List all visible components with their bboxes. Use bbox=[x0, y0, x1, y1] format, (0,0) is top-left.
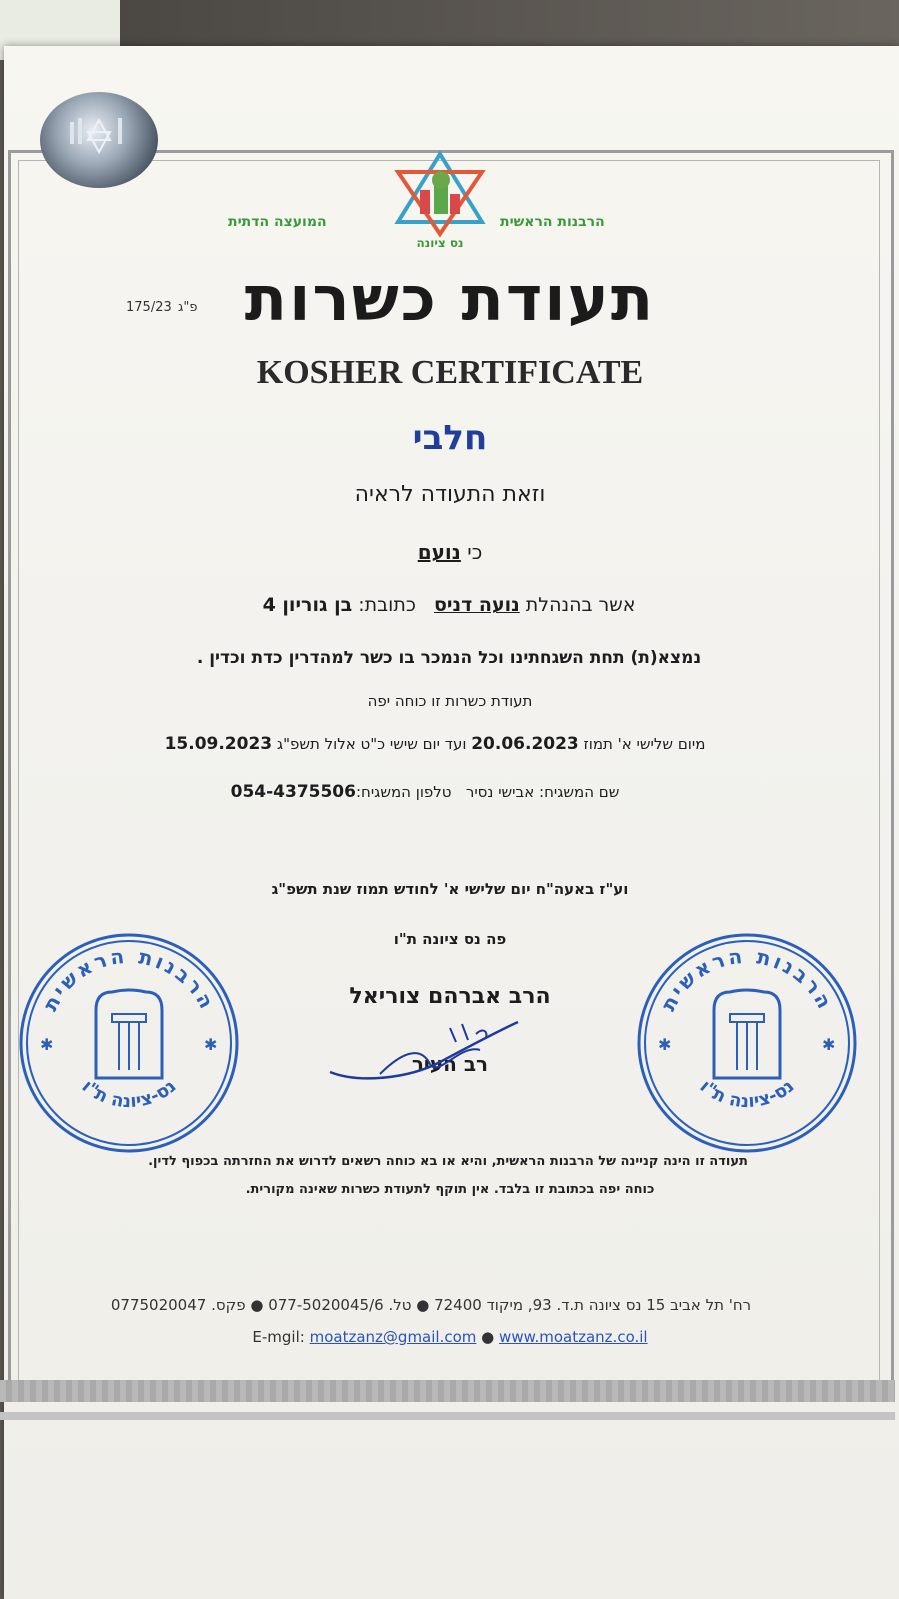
manager-prefix: אשר בהנהלת bbox=[525, 594, 636, 616]
org-council: המועצה הדתית bbox=[228, 214, 327, 230]
rabbinate-logo-icon bbox=[380, 150, 500, 240]
svg-text:נס-ציונה ת"ו bbox=[78, 1076, 181, 1112]
footer-address: רח' תל אביב 15 נס ציונה ת.ד. 93, מיקוד 72400 ● טל. 077-5020045/6 ● פקס. 0775020047 bbox=[110, 1296, 752, 1314]
email-label: E-mgil: bbox=[252, 1328, 305, 1346]
business-prefix: כי bbox=[467, 540, 483, 564]
manager-name: נועה דניס bbox=[434, 594, 520, 616]
rabbinate-stamp-left bbox=[14, 928, 244, 1158]
signed-place-line: פה נס ציונה ת"ו bbox=[393, 930, 507, 948]
signed-date-line: וע"ז באעה"ח יום שלישי א' לחודש תמוז שנת תשפ"ג bbox=[271, 880, 629, 898]
kashrut-type: חלבי bbox=[412, 418, 488, 458]
org-rabbinate: הרבנות הראשית bbox=[500, 214, 605, 230]
svg-text:נס-ציונה ת"ו bbox=[696, 1076, 799, 1112]
stamp-arc-text: הרבנות הראשית bbox=[37, 943, 221, 1015]
rabbi-name: הרב אברהם צוריאל bbox=[349, 984, 551, 1009]
disclaimer-line-1: תעודה זו הינה קניינה של הרבנות הראשית, והיא או בא כוחה רשאים לדרוש את החזרתה בכפוף לדין. bbox=[148, 1154, 748, 1169]
svg-text:✱: ✱ bbox=[204, 1035, 218, 1054]
svg-text:✱: ✱ bbox=[40, 1035, 54, 1054]
business-line bbox=[360, 540, 540, 564]
svg-text:✱: ✱ bbox=[822, 1035, 836, 1054]
footer-separator: ● bbox=[481, 1328, 495, 1346]
validity-note: תעודת כשרות זו כוחה יפה bbox=[367, 692, 533, 710]
rabbi-signature bbox=[320, 1014, 530, 1088]
disclaimer-line-2: כוחה יפה בכתובת זו בלבד. אין תוקף לתעודת כשרות שאינה מקורית. bbox=[245, 1182, 655, 1197]
email-link[interactable]: moatzanz@gmail.com bbox=[309, 1328, 477, 1346]
background-surface bbox=[120, 0, 899, 52]
valid-to-date: 15.09.2023 bbox=[164, 734, 273, 754]
website-link[interactable]: www.moatzanz.co.il bbox=[499, 1328, 648, 1346]
stamp-bottom-text: נס-ציונה ת"ו bbox=[695, 1075, 799, 1113]
bottom-border-band bbox=[0, 1380, 895, 1402]
bottom-border-line bbox=[0, 1412, 895, 1420]
supervisor-line bbox=[130, 782, 720, 802]
certificate-inner-frame bbox=[18, 160, 880, 1382]
hologram-seal-icon bbox=[40, 92, 158, 188]
address-value: בן גוריון 4 bbox=[262, 594, 353, 616]
certificate-reference-suffix: פ"ג bbox=[178, 300, 198, 315]
supervisor-label: שם המשגיח: bbox=[539, 783, 620, 801]
supervisor-phone-label: טלפון המשגיח: bbox=[355, 783, 452, 801]
business-name: נועם bbox=[417, 540, 461, 564]
supervision-line: נמצא(ת) תחת השגחתינו וכל הנמכר בו כשר למהדרין כדת וכדין . bbox=[196, 648, 702, 668]
valid-from-label: מיום שלישי א' תמוז bbox=[583, 735, 706, 753]
svg-text:✱: ✱ bbox=[658, 1035, 672, 1054]
rabbi-title: רב העיר bbox=[411, 1052, 489, 1076]
footer-contact bbox=[190, 1328, 710, 1346]
attestation-line: וזאת התעודה לראיה bbox=[354, 482, 546, 507]
supervisor-name: אבישי נסיר bbox=[465, 783, 535, 801]
title-hebrew: תעודת כשרות bbox=[244, 262, 656, 335]
rabbinate-stamp-right bbox=[632, 928, 862, 1158]
supervisor-phone: 054-4375506 bbox=[230, 782, 356, 802]
title-english: KOSHER CERTIFICATE bbox=[256, 354, 644, 391]
address-label: כתובת: bbox=[358, 594, 416, 616]
org-city: נס ציונה bbox=[416, 236, 464, 250]
valid-from-date: 20.06.2023 bbox=[471, 734, 579, 754]
valid-to-label: ועד יום שישי כ"ט אלול תשפ"ג bbox=[276, 735, 467, 753]
manager-address-line bbox=[164, 594, 734, 616]
validity-dates-line bbox=[40, 734, 830, 754]
certificate-reference: 175/23 bbox=[126, 300, 172, 315]
stamp-bottom-text: נס-ציונה ת"ו bbox=[77, 1075, 181, 1113]
stamp-arc-text: הרבנות הראשית bbox=[655, 943, 839, 1015]
